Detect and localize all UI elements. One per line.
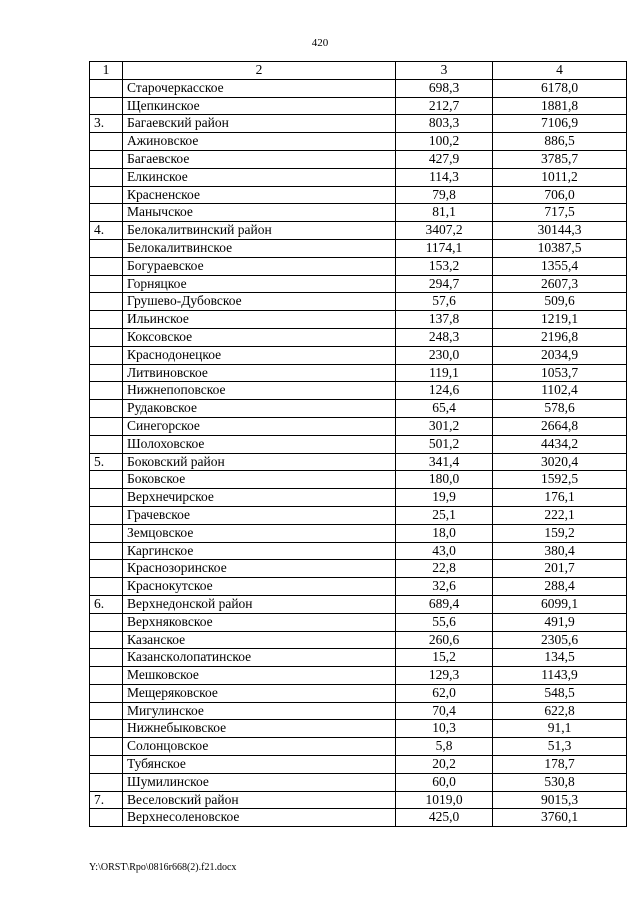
row-value-col4: 6099,1: [493, 595, 627, 613]
row-value-col4: 1219,1: [493, 311, 627, 329]
table-row: [90, 275, 627, 293]
table-row: [90, 756, 627, 774]
row-value-col3: 119,1: [396, 364, 493, 382]
row-name: Елкинское: [123, 168, 396, 186]
row-value-col4: 1355,4: [493, 257, 627, 275]
table-row: [90, 578, 627, 596]
table-row: [90, 720, 627, 738]
row-value-col4: 1143,9: [493, 667, 627, 685]
row-name: Верхнедонской район: [123, 595, 396, 613]
table-row: [90, 489, 627, 507]
row-value-col3: 180,0: [396, 471, 493, 489]
row-number: [90, 400, 123, 418]
row-value-col3: 248,3: [396, 328, 493, 346]
row-number: [90, 257, 123, 275]
row-value-col4: 51,3: [493, 738, 627, 756]
row-name: Белокалитвинский район: [123, 222, 396, 240]
row-value-col3: 79,8: [396, 186, 493, 204]
row-number: 4.: [90, 222, 123, 240]
row-name: Багаевский район: [123, 115, 396, 133]
row-number: [90, 578, 123, 596]
data-table: [89, 61, 627, 827]
row-number: [90, 773, 123, 791]
row-name: Литвиновское: [123, 364, 396, 382]
row-number: [90, 667, 123, 685]
header-col-1: 1: [90, 62, 123, 80]
row-name: Старочеркасское: [123, 79, 396, 97]
row-number: [90, 542, 123, 560]
row-value-col3: 698,3: [396, 79, 493, 97]
row-name: Веселовский район: [123, 791, 396, 809]
row-value-col4: 176,1: [493, 489, 627, 507]
row-name: Синегорское: [123, 417, 396, 435]
row-value-col3: 153,2: [396, 257, 493, 275]
row-number: [90, 471, 123, 489]
row-value-col4: 1053,7: [493, 364, 627, 382]
row-number: [90, 756, 123, 774]
row-value-col4: 4434,2: [493, 435, 627, 453]
row-number: [90, 239, 123, 257]
row-value-col4: 530,8: [493, 773, 627, 791]
row-value-col4: 6178,0: [493, 79, 627, 97]
row-value-col4: 7106,9: [493, 115, 627, 133]
row-value-col3: 62,0: [396, 684, 493, 702]
row-number: [90, 417, 123, 435]
row-number: 6.: [90, 595, 123, 613]
row-number: [90, 613, 123, 631]
row-name: Грушево-Дубовское: [123, 293, 396, 311]
table-row: [90, 239, 627, 257]
row-value-col3: 43,0: [396, 542, 493, 560]
row-number: [90, 275, 123, 293]
table-row: [90, 97, 627, 115]
table-row: [90, 417, 627, 435]
row-value-col4: 2305,6: [493, 631, 627, 649]
row-number: 3.: [90, 115, 123, 133]
row-value-col3: 260,6: [396, 631, 493, 649]
row-value-col4: 9015,3: [493, 791, 627, 809]
table-row: [90, 115, 627, 133]
row-value-col3: 294,7: [396, 275, 493, 293]
row-number: [90, 133, 123, 151]
row-name: Шумилинское: [123, 773, 396, 791]
table-row: [90, 542, 627, 560]
row-name: Солонцовское: [123, 738, 396, 756]
row-value-col4: 288,4: [493, 578, 627, 596]
row-value-col4: 159,2: [493, 524, 627, 542]
row-number: [90, 311, 123, 329]
row-number: [90, 293, 123, 311]
table-body: [90, 62, 627, 827]
table-row: [90, 649, 627, 667]
row-value-col3: 100,2: [396, 133, 493, 151]
row-name: Земцовское: [123, 524, 396, 542]
row-number: [90, 489, 123, 507]
row-name: Казанское: [123, 631, 396, 649]
row-name: Щепкинское: [123, 97, 396, 115]
row-value-col4: 2196,8: [493, 328, 627, 346]
row-value-col4: 886,5: [493, 133, 627, 151]
table-row: [90, 524, 627, 542]
row-number: [90, 168, 123, 186]
row-name: Верхняковское: [123, 613, 396, 631]
row-number: [90, 150, 123, 168]
table-row: [90, 150, 627, 168]
row-value-col3: 3407,2: [396, 222, 493, 240]
row-value-col3: 19,9: [396, 489, 493, 507]
row-value-col4: 380,4: [493, 542, 627, 560]
row-value-col3: 230,0: [396, 346, 493, 364]
row-value-col3: 5,8: [396, 738, 493, 756]
row-value-col3: 22,8: [396, 560, 493, 578]
row-number: [90, 186, 123, 204]
row-value-col3: 212,7: [396, 97, 493, 115]
table-row: [90, 791, 627, 809]
row-name: Грачевское: [123, 506, 396, 524]
row-number: [90, 809, 123, 827]
row-value-col3: 25,1: [396, 506, 493, 524]
table-row: [90, 738, 627, 756]
row-value-col3: 501,2: [396, 435, 493, 453]
row-name: Краснозоринское: [123, 560, 396, 578]
row-value-col3: 57,6: [396, 293, 493, 311]
row-number: [90, 79, 123, 97]
row-number: 5.: [90, 453, 123, 471]
row-value-col4: 1102,4: [493, 382, 627, 400]
row-value-col4: 222,1: [493, 506, 627, 524]
table-row: [90, 667, 627, 685]
header-col-3: 3: [396, 62, 493, 80]
row-value-col3: 70,4: [396, 702, 493, 720]
row-value-col3: 803,3: [396, 115, 493, 133]
table-header-row: [90, 62, 627, 80]
row-value-col4: 2664,8: [493, 417, 627, 435]
row-name: Боковский район: [123, 453, 396, 471]
table-row: [90, 364, 627, 382]
table-row: [90, 382, 627, 400]
row-number: [90, 524, 123, 542]
row-value-col4: 201,7: [493, 560, 627, 578]
row-value-col4: 3785,7: [493, 150, 627, 168]
row-name: Мигулинское: [123, 702, 396, 720]
row-value-col4: 134,5: [493, 649, 627, 667]
row-value-col3: 65,4: [396, 400, 493, 418]
row-value-col4: 2607,3: [493, 275, 627, 293]
row-value-col3: 124,6: [396, 382, 493, 400]
row-value-col4: 178,7: [493, 756, 627, 774]
table-row: [90, 471, 627, 489]
table-row: [90, 79, 627, 97]
row-value-col4: 509,6: [493, 293, 627, 311]
row-value-col4: 717,5: [493, 204, 627, 222]
row-name: Краснокутское: [123, 578, 396, 596]
row-number: [90, 364, 123, 382]
table-row: [90, 311, 627, 329]
row-name: Манычское: [123, 204, 396, 222]
table-row: [90, 186, 627, 204]
row-name: Ильинское: [123, 311, 396, 329]
row-value-col4: 1011,2: [493, 168, 627, 186]
row-name: Каргинское: [123, 542, 396, 560]
row-value-col3: 1019,0: [396, 791, 493, 809]
row-value-col4: 491,9: [493, 613, 627, 631]
page-number: 420: [311, 37, 329, 49]
row-name: Нижнебыковское: [123, 720, 396, 738]
row-value-col4: 578,6: [493, 400, 627, 418]
row-number: [90, 684, 123, 702]
row-number: [90, 560, 123, 578]
row-name: Рудаковское: [123, 400, 396, 418]
row-value-col4: 10387,5: [493, 239, 627, 257]
row-value-col4: 3020,4: [493, 453, 627, 471]
row-value-col3: 341,4: [396, 453, 493, 471]
row-value-col3: 137,8: [396, 311, 493, 329]
row-value-col3: 32,6: [396, 578, 493, 596]
row-value-col3: 114,3: [396, 168, 493, 186]
row-name: Верхнечирское: [123, 489, 396, 507]
row-name: Коксовское: [123, 328, 396, 346]
row-number: [90, 328, 123, 346]
row-value-col3: 55,6: [396, 613, 493, 631]
table-row: [90, 222, 627, 240]
row-value-col3: 689,4: [396, 595, 493, 613]
row-value-col4: 1592,5: [493, 471, 627, 489]
row-value-col4: 3760,1: [493, 809, 627, 827]
table-row: [90, 702, 627, 720]
row-number: 7.: [90, 791, 123, 809]
header-col-4: 4: [493, 62, 627, 80]
row-name: Тубянское: [123, 756, 396, 774]
row-value-col3: 60,0: [396, 773, 493, 791]
row-name: Горняцкое: [123, 275, 396, 293]
row-name: Шолоховское: [123, 435, 396, 453]
row-value-col3: 15,2: [396, 649, 493, 667]
row-value-col4: 91,1: [493, 720, 627, 738]
row-value-col3: 301,2: [396, 417, 493, 435]
table-row: [90, 168, 627, 186]
row-value-col3: 81,1: [396, 204, 493, 222]
row-value-col3: 427,9: [396, 150, 493, 168]
row-value-col4: 2034,9: [493, 346, 627, 364]
header-col-2: 2: [123, 62, 396, 80]
row-name: Мещеряковское: [123, 684, 396, 702]
row-number: [90, 506, 123, 524]
table-row: [90, 328, 627, 346]
table-row: [90, 400, 627, 418]
row-name: Краснодонецкое: [123, 346, 396, 364]
row-number: [90, 649, 123, 667]
table-row: [90, 453, 627, 471]
table-row: [90, 435, 627, 453]
table-row: [90, 773, 627, 791]
table-row: [90, 809, 627, 827]
row-value-col3: 1174,1: [396, 239, 493, 257]
row-number: [90, 702, 123, 720]
table-row: [90, 204, 627, 222]
row-value-col3: 20,2: [396, 756, 493, 774]
row-value-col4: 706,0: [493, 186, 627, 204]
footer-file-path: Y:\ORST\Rpo\0816r668(2).f21.docx: [89, 862, 237, 873]
table-row: [90, 613, 627, 631]
row-number: [90, 738, 123, 756]
row-number: [90, 382, 123, 400]
table-row: [90, 293, 627, 311]
row-number: [90, 720, 123, 738]
table-row: [90, 133, 627, 151]
row-name: Мешковское: [123, 667, 396, 685]
row-value-col4: 30144,3: [493, 222, 627, 240]
row-number: [90, 631, 123, 649]
row-name: Красненское: [123, 186, 396, 204]
row-name: Боковское: [123, 471, 396, 489]
row-value-col3: 10,3: [396, 720, 493, 738]
row-name: Белокалитвинское: [123, 239, 396, 257]
row-name: Верхнесоленовское: [123, 809, 396, 827]
table-row: [90, 346, 627, 364]
row-name: Багаевское: [123, 150, 396, 168]
row-number: [90, 346, 123, 364]
row-name: Ажиновское: [123, 133, 396, 151]
row-value-col3: 18,0: [396, 524, 493, 542]
table-row: [90, 631, 627, 649]
row-number: [90, 435, 123, 453]
row-value-col4: 622,8: [493, 702, 627, 720]
row-number: [90, 97, 123, 115]
row-value-col3: 425,0: [396, 809, 493, 827]
row-name: Богураевское: [123, 257, 396, 275]
table-row: [90, 506, 627, 524]
row-name: Нижнепоповское: [123, 382, 396, 400]
table-row: [90, 560, 627, 578]
row-number: [90, 204, 123, 222]
table-row: [90, 595, 627, 613]
row-name: Казанскoлопатинское: [123, 649, 396, 667]
row-value-col3: 129,3: [396, 667, 493, 685]
row-value-col4: 548,5: [493, 684, 627, 702]
row-value-col4: 1881,8: [493, 97, 627, 115]
table-row: [90, 684, 627, 702]
table-row: [90, 257, 627, 275]
